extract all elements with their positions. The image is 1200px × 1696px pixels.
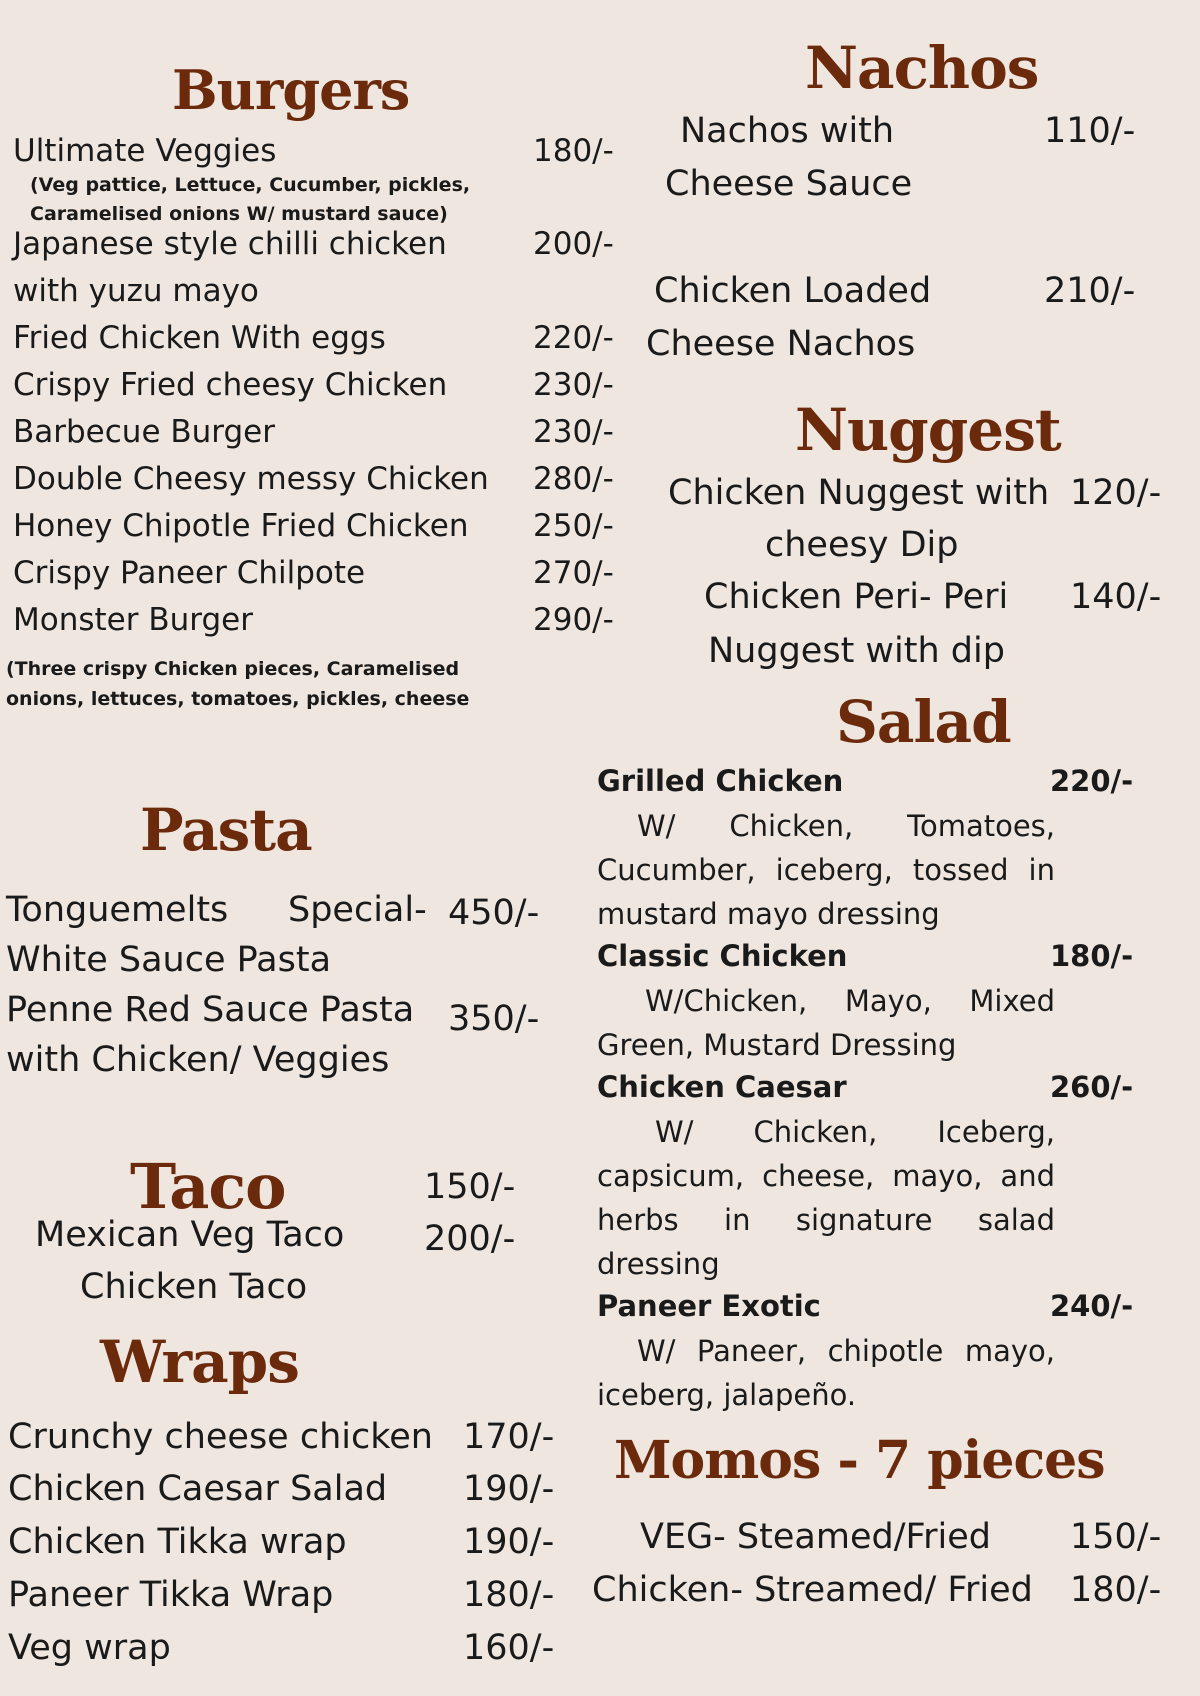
wrap-price: 190/- xyxy=(463,1469,555,1509)
salad-name: Paneer Exotic xyxy=(597,1289,821,1323)
taco-name: Chicken Taco xyxy=(80,1267,308,1307)
momos-name: VEG- Steamed/Fried xyxy=(640,1517,991,1557)
nuggest-price: 140/- xyxy=(1070,577,1162,617)
salad-heading: Salad xyxy=(836,688,1011,756)
pasta-name: Special- xyxy=(288,890,427,930)
taco-name: Mexican Veg Taco xyxy=(35,1215,345,1255)
nuggest-name: Chicken Peri- Peri xyxy=(704,577,1009,617)
nachos-name-line2: Cheese Sauce xyxy=(665,164,913,204)
nachos-name: Chicken Loaded xyxy=(654,271,932,311)
burger-price: 230/- xyxy=(533,414,614,450)
wrap-price: 180/- xyxy=(463,1575,555,1615)
burgers-heading: Burgers xyxy=(172,58,410,122)
momos-price: 150/- xyxy=(1070,1517,1162,1557)
nuggest-name-line2: Nuggest with dip xyxy=(708,631,1005,671)
salad-name: Chicken Caesar xyxy=(597,1070,847,1104)
burger-name: Monster Burger xyxy=(13,602,253,638)
nachos-price: 210/- xyxy=(1044,271,1136,311)
nuggest-name-line2: cheesy Dip xyxy=(765,525,959,565)
burger-name: Honey Chipotle Fried Chicken xyxy=(13,508,469,544)
wrap-price: 160/- xyxy=(463,1628,555,1668)
pasta-heading: Pasta xyxy=(140,796,312,864)
wrap-name: Chicken Tikka wrap xyxy=(8,1522,347,1562)
momos-price: 180/- xyxy=(1070,1570,1162,1610)
wrap-name: Paneer Tikka Wrap xyxy=(8,1575,334,1615)
nachos-heading: Nachos xyxy=(805,34,1039,102)
taco-price: 200/- xyxy=(424,1219,516,1259)
nachos-price: 110/- xyxy=(1044,111,1136,151)
momos-name: Chicken- Streamed/ Fried xyxy=(592,1570,1033,1610)
taco-heading: Taco xyxy=(130,1150,286,1223)
pasta-name-line2: White Sauce Pasta xyxy=(6,940,332,980)
salad-price: 180/- xyxy=(1050,939,1134,973)
burger-price: 230/- xyxy=(533,367,614,403)
salad-price: 220/- xyxy=(1050,764,1134,798)
burger-name-line2: with yuzu mayo xyxy=(13,273,259,309)
pasta-name: Tonguemelts xyxy=(6,890,229,930)
taco-price: 150/- xyxy=(424,1167,516,1207)
wrap-price: 190/- xyxy=(463,1522,555,1562)
burger-name: Double Cheesy messy Chicken xyxy=(13,461,489,497)
burger-note: (Veg pattice, Lettuce, Cucumber, pickles, xyxy=(30,174,471,196)
nachos-name-line2: Cheese Nachos xyxy=(646,324,916,364)
salad-price: 260/- xyxy=(1050,1070,1134,1104)
pasta-name: Penne Red Sauce Pasta xyxy=(6,990,415,1030)
nuggest-name: Chicken Nuggest with xyxy=(668,473,1050,513)
wraps-heading: Wraps xyxy=(100,1328,299,1396)
pasta-price: 450/- xyxy=(448,893,540,933)
burger-price: 180/- xyxy=(533,133,614,169)
burger-price: 200/- xyxy=(533,226,614,262)
burger-price: 280/- xyxy=(533,461,614,497)
burger-name: Fried Chicken With eggs xyxy=(13,320,386,356)
wrap-name: Crunchy cheese chicken xyxy=(8,1417,433,1457)
wrap-name: Chicken Caesar Salad xyxy=(8,1469,388,1509)
pasta-price: 350/- xyxy=(448,999,540,1039)
burger-price: 270/- xyxy=(533,555,614,591)
burger-name: Crispy Paneer Chilpote xyxy=(13,555,366,591)
salad-desc: W/Chicken, Mayo, Mixed Green, Mustard Dressing xyxy=(597,984,1055,1062)
wrap-price: 170/- xyxy=(463,1417,555,1457)
burger-note: (Three crispy Chicken pieces, Caramelised xyxy=(6,658,460,680)
nachos-name: Nachos with xyxy=(680,111,895,151)
momos-heading: Momos - 7 pieces xyxy=(614,1430,1105,1491)
burger-name: Japanese style chilli chicken xyxy=(13,226,447,262)
salad-desc: W/ Paneer, chipotle mayo, iceberg, jalapeño. xyxy=(597,1334,1055,1412)
burger-name: Barbecue Burger xyxy=(13,414,275,450)
nuggest-price: 120/- xyxy=(1070,473,1162,513)
burger-note: onions, lettuces, tomatoes, pickles, cheese xyxy=(6,688,470,710)
burger-price: 250/- xyxy=(533,508,614,544)
burger-price: 290/- xyxy=(533,602,614,638)
burger-price: 220/- xyxy=(533,320,614,356)
pasta-name-line2: with Chicken/ Veggies xyxy=(6,1040,390,1080)
wrap-name: Veg wrap xyxy=(8,1628,171,1668)
burger-name: Ultimate Veggies xyxy=(13,133,277,169)
burger-name: Crispy Fried cheesy Chicken xyxy=(13,367,448,403)
salad-price: 240/- xyxy=(1050,1289,1134,1323)
burger-note: Caramelised onions W/ mustard sauce) xyxy=(30,203,448,225)
salad-desc: W/ Chicken, Tomatoes, Cucumber, iceberg, tossed in mustard mayo dressing xyxy=(597,809,1055,931)
salad-name: Grilled Chicken xyxy=(597,764,844,798)
nuggest-heading: Nuggest xyxy=(795,396,1061,464)
salad-name: Classic Chicken xyxy=(597,939,848,973)
salad-desc: W/ Chicken, Iceberg, capsicum, cheese, mayo, and herbs in signature salad dressing xyxy=(597,1115,1055,1281)
